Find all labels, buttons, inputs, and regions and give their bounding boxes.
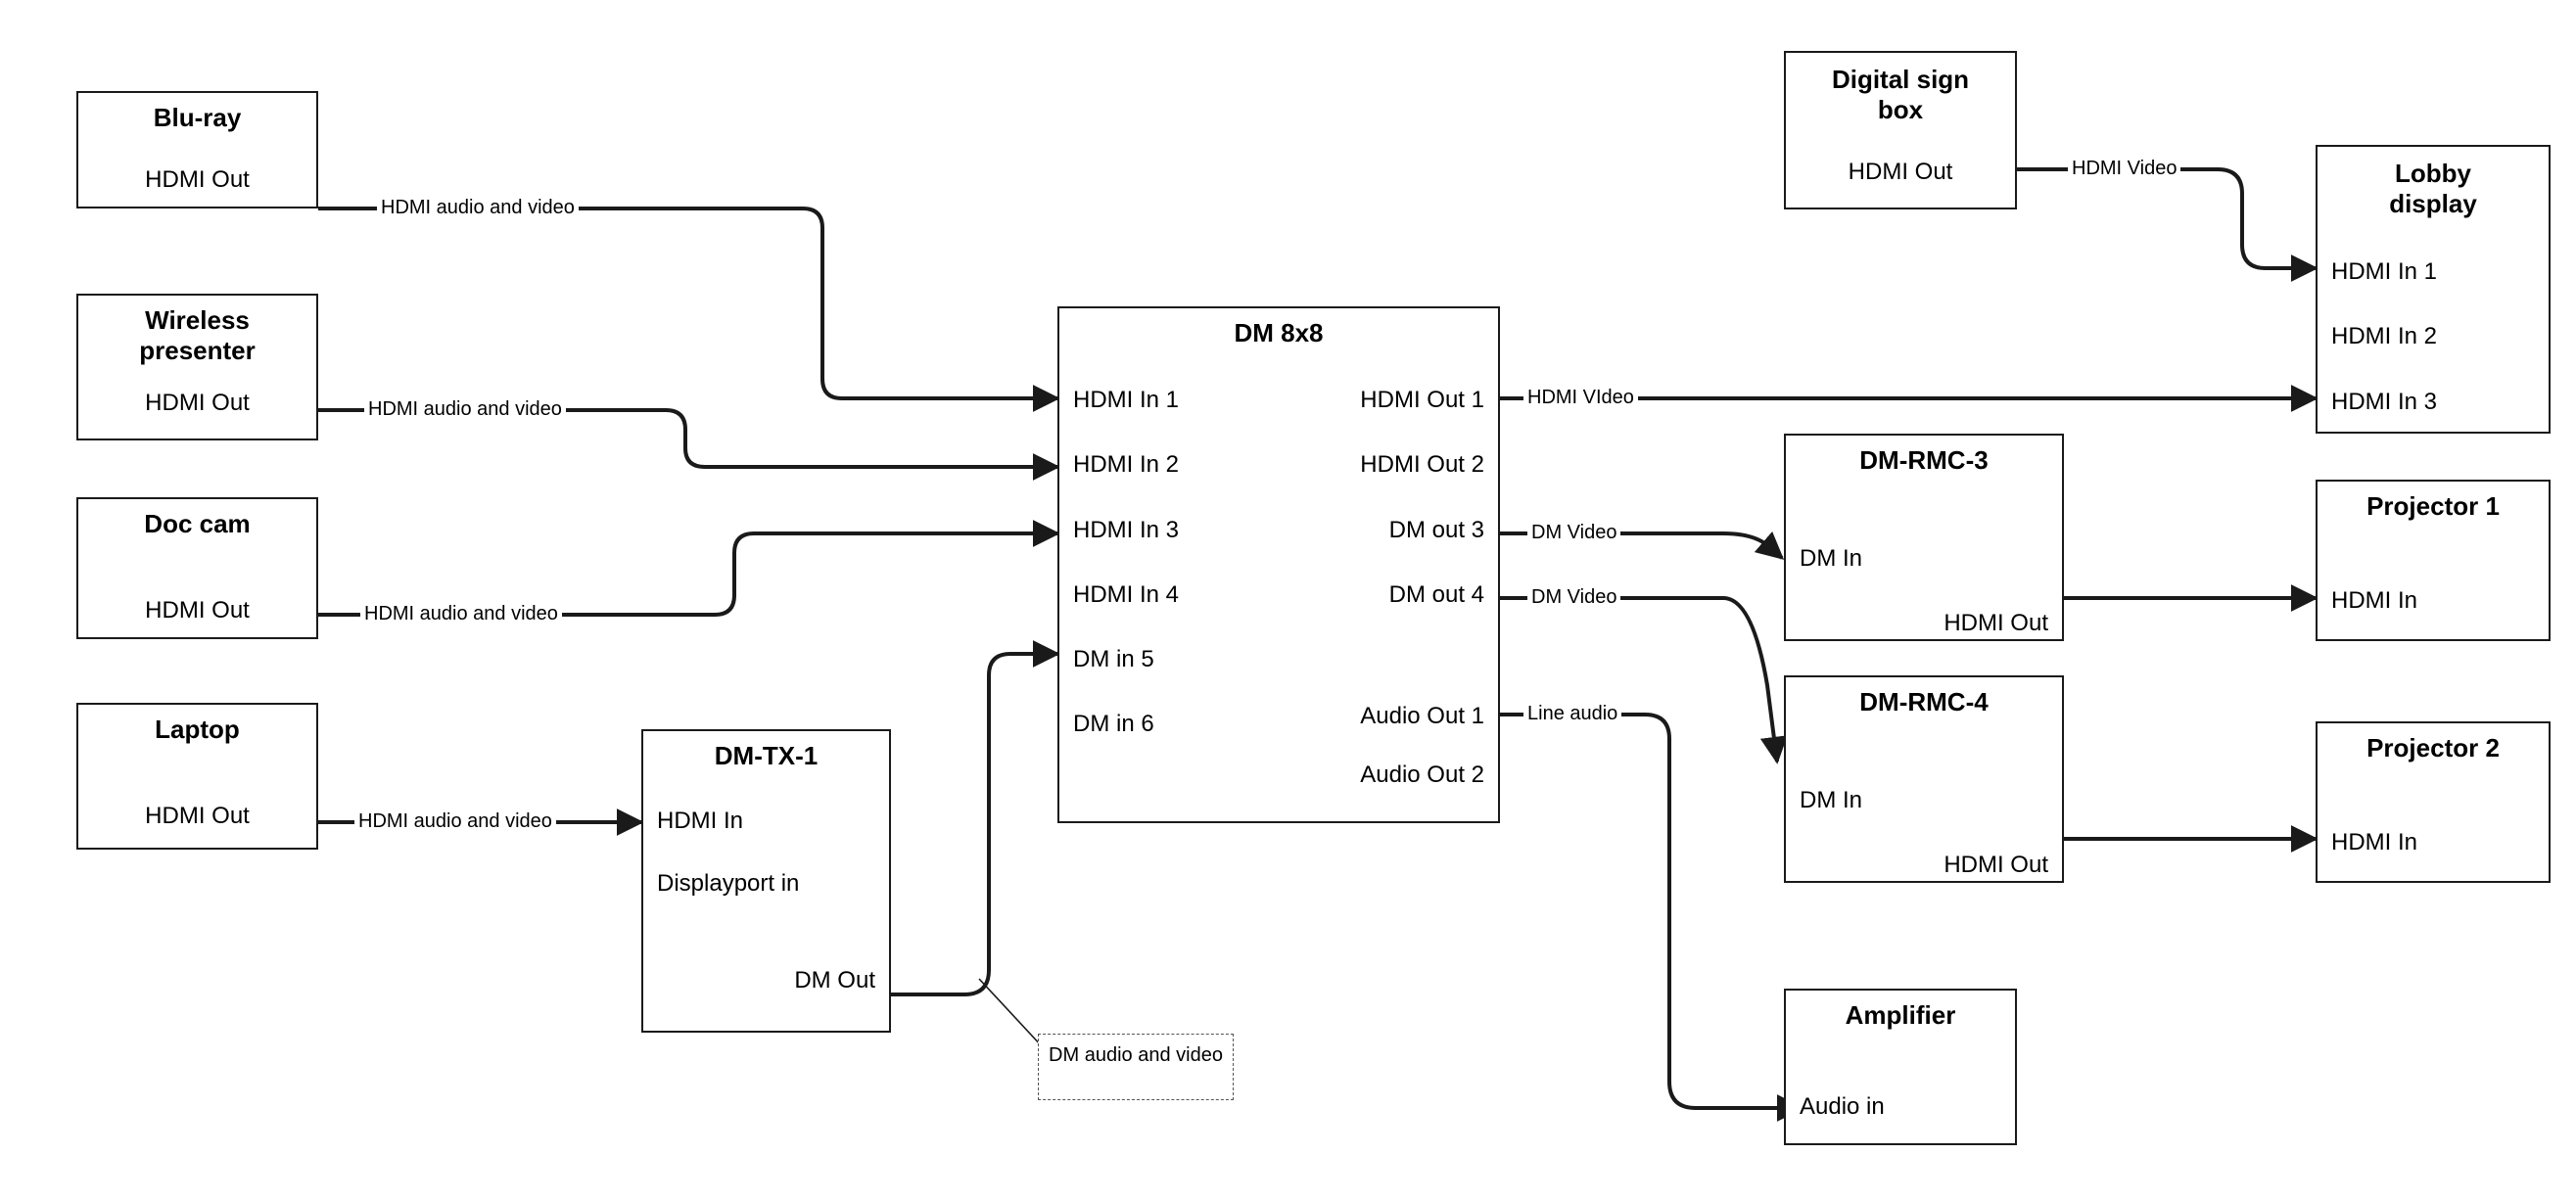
port-dm-hdmi-in-1[interactable]: HDMI In 1 — [1073, 387, 1180, 413]
node-lobby-display[interactable] — [2316, 145, 2551, 434]
port-dm-in-6[interactable]: DM in 6 — [1073, 711, 1154, 737]
node-title: DM 8x8 — [1234, 318, 1324, 347]
node-title: DM-RMC-4 — [1859, 687, 1989, 716]
port-projector2-hdmi-in[interactable]: HDMI In — [2331, 829, 2418, 855]
node-title: Projector 1 — [2366, 491, 2500, 521]
port-wireless-hdmi-out[interactable]: HDMI Out — [145, 390, 250, 416]
port-dm-in-5[interactable]: DM in 5 — [1073, 646, 1154, 672]
node-bluray[interactable] — [76, 91, 318, 208]
port-dm-hdmi-in-4[interactable]: HDMI In 4 — [1073, 581, 1180, 608]
port-tx-hdmi-in[interactable]: HDMI In — [657, 808, 744, 834]
port-dm-hdmi-in-2[interactable]: HDMI In 2 — [1073, 451, 1180, 478]
node-doc-cam[interactable] — [76, 497, 318, 639]
node-title: DM-RMC-3 — [1859, 445, 1989, 475]
edge-label-dm-out4-to-rmc4: DM Video — [1527, 586, 1620, 609]
port-laptop-hdmi-out[interactable]: HDMI Out — [145, 803, 250, 829]
port-signbox-hdmi-out[interactable]: HDMI Out — [1848, 159, 1953, 185]
node-title: Laptop — [155, 715, 240, 744]
node-title: DM-TX-1 — [714, 741, 819, 770]
edge-label-dm-out1-to-lobby: HDMI VIdeo — [1523, 387, 1638, 409]
node-title: Digital sign box — [1831, 65, 1970, 125]
edge-label-dm-audio-to-amp: Line audio — [1523, 703, 1621, 725]
port-dm-audio-out-1[interactable]: Audio Out 1 — [1360, 703, 1484, 729]
port-tx-displayport-in[interactable]: Displayport in — [657, 870, 800, 897]
port-rmc3-dm-in[interactable]: DM In — [1800, 545, 1863, 572]
port-dm-hdmi-in-3[interactable]: HDMI In 3 — [1073, 517, 1180, 543]
note-text: DM audio and video — [1049, 1044, 1223, 1066]
port-rmc3-hdmi-out[interactable]: HDMI Out — [1944, 610, 2048, 636]
note-dm-audio-and-video — [1038, 1034, 1234, 1100]
node-dm-rmc-4[interactable] — [1784, 675, 2064, 883]
edge-label-laptop-to-tx: HDMI audio and video — [354, 810, 556, 833]
edge-label-signbox-to-lobby: HDMI Video — [2068, 158, 2180, 180]
port-lobby-hdmi-in-3[interactable]: HDMI In 3 — [2331, 389, 2438, 415]
port-lobby-hdmi-in-2[interactable]: HDMI In 2 — [2331, 323, 2438, 349]
node-projector-1[interactable] — [2316, 480, 2551, 641]
port-dm-audio-out-2[interactable]: Audio Out 2 — [1360, 762, 1484, 788]
port-bluray-hdmi-out[interactable]: HDMI Out — [145, 166, 250, 193]
node-title: Doc cam — [144, 509, 251, 538]
port-doccam-hdmi-out[interactable]: HDMI Out — [145, 597, 250, 624]
node-amplifier[interactable] — [1784, 989, 2017, 1145]
port-rmc4-hdmi-out[interactable]: HDMI Out — [1944, 852, 2048, 878]
node-title: Amplifier — [1845, 1000, 1956, 1030]
edge-label-doccam-to-dm: HDMI audio and video — [360, 603, 562, 625]
node-dm-rmc-3[interactable] — [1784, 434, 2064, 641]
node-title: Wireless presenter — [139, 305, 256, 366]
port-projector1-hdmi-in[interactable]: HDMI In — [2331, 587, 2418, 614]
node-digital-sign-box[interactable] — [1784, 51, 2017, 209]
edge-label-wireless-to-dm: HDMI audio and video — [364, 398, 566, 421]
node-dm-tx-1[interactable] — [641, 729, 891, 1033]
edge-label-dm-out3-to-rmc3: DM Video — [1527, 522, 1620, 544]
port-dm-hdmi-out-1[interactable]: HDMI Out 1 — [1360, 387, 1484, 413]
port-dm-hdmi-out-2[interactable]: HDMI Out 2 — [1360, 451, 1484, 478]
port-tx-dm-out[interactable]: DM Out — [794, 967, 875, 993]
node-title: Projector 2 — [2366, 733, 2500, 762]
node-title: Blu-ray — [153, 103, 242, 132]
port-lobby-hdmi-in-1[interactable]: HDMI In 1 — [2331, 258, 2438, 285]
node-title: Lobby display — [2389, 159, 2477, 219]
node-dm-8x8[interactable] — [1057, 306, 1500, 823]
node-laptop[interactable] — [76, 703, 318, 850]
node-projector-2[interactable] — [2316, 721, 2551, 883]
port-dm-out-4[interactable]: DM out 4 — [1388, 581, 1484, 608]
node-wireless-presenter[interactable] — [76, 294, 318, 440]
edge-label-bluray-to-dm: HDMI audio and video — [377, 197, 579, 219]
port-dm-out-3[interactable]: DM out 3 — [1388, 517, 1484, 543]
port-rmc4-dm-in[interactable]: DM In — [1800, 787, 1863, 813]
port-amplifier-audio-in[interactable]: Audio in — [1800, 1093, 1885, 1120]
